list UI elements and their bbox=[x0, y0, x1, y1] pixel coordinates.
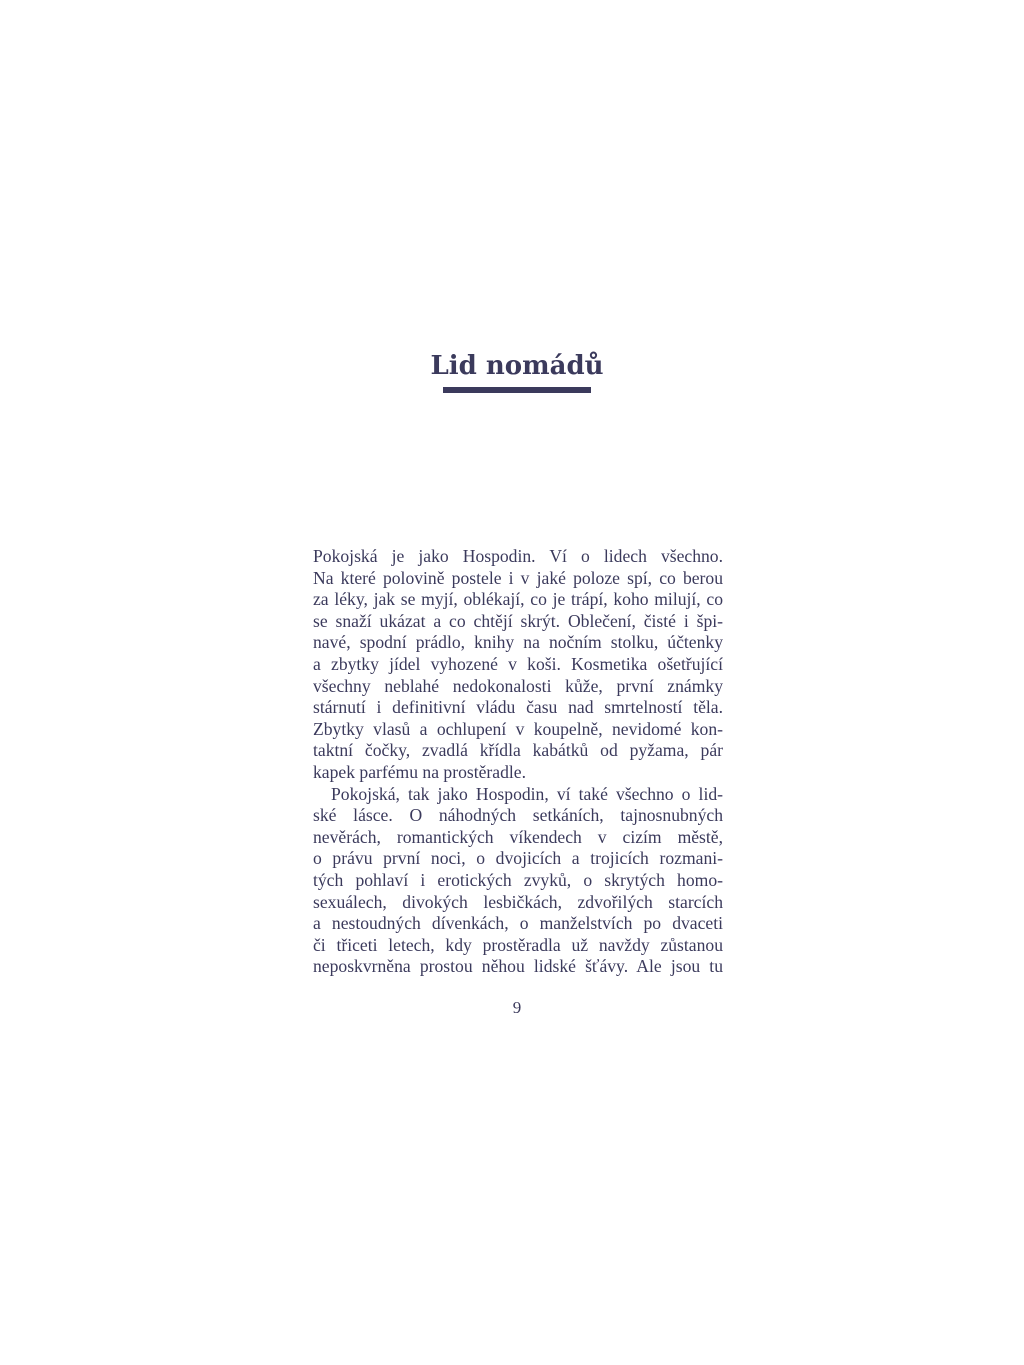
body-text bbox=[313, 546, 723, 978]
text-line: sexuálech, divokých lesbičkách, zdvořilých starcích bbox=[313, 891, 723, 912]
text-line: a zbytky jídel vyhozené v koši. Kosmetika ošetřující bbox=[313, 653, 723, 674]
text-line: o právu první noci, o dvojicích a trojicích rozmani- bbox=[313, 848, 723, 869]
text-line: Pokojská je jako Hospodin. Ví o lidech všechno. bbox=[313, 546, 723, 566]
paragraph-2 bbox=[313, 784, 723, 978]
page-number: 9 bbox=[512, 998, 522, 1017]
text-line: či třiceti letech, kdy prostěradla už navždy zůstanou bbox=[313, 934, 723, 955]
text-line: ské lásce. O náhodných setkáních, tajnosnubných bbox=[313, 805, 723, 826]
text-line: všechny neblahé nedokonalosti kůže, první známky bbox=[313, 675, 723, 696]
text-line: Na které polovině postele i v jaké poloze spí, co berou bbox=[313, 567, 723, 588]
text-line: za léky, jak se myjí, oblékají, co je trápí, koho milují, co bbox=[313, 589, 723, 610]
chapter-title: Lid nomádů bbox=[430, 351, 604, 381]
text-line: se snaží ukázat a co chtějí skrýt. Oblečení, čisté i špi- bbox=[313, 610, 723, 631]
text-line: tých pohlaví i erotických zvyků, o skrytých homo- bbox=[313, 869, 723, 890]
text-line: nevěrách, romantických víkendech v cizím městě, bbox=[313, 826, 723, 847]
text-line: neposkvrněna prostou něhou lidské šťávy. Ale jsou tu bbox=[313, 956, 723, 977]
paragraph-1 bbox=[313, 546, 723, 784]
text-line: kapek parfému na prostěradle. bbox=[313, 761, 526, 782]
text-line: navé, spodní prádlo, knihy na nočním stolku, účtenky bbox=[313, 632, 723, 653]
text-line: stárnutí i definitivní vládu času nad smrtelností těla. bbox=[313, 697, 723, 718]
text-line: taktní čočky, zvadlá křídla kabátků od pyžama, pár bbox=[313, 740, 723, 761]
text-line: Pokojská, tak jako Hospodin, ví také všechno o lid- bbox=[331, 783, 723, 804]
text-line: a nestoudných dívenkách, o manželstvích po dvaceti bbox=[313, 913, 723, 934]
title-underline-rule bbox=[443, 387, 591, 393]
text-line: Zbytky vlasů a ochlupení v koupelně, nevidomé kon- bbox=[313, 718, 723, 739]
